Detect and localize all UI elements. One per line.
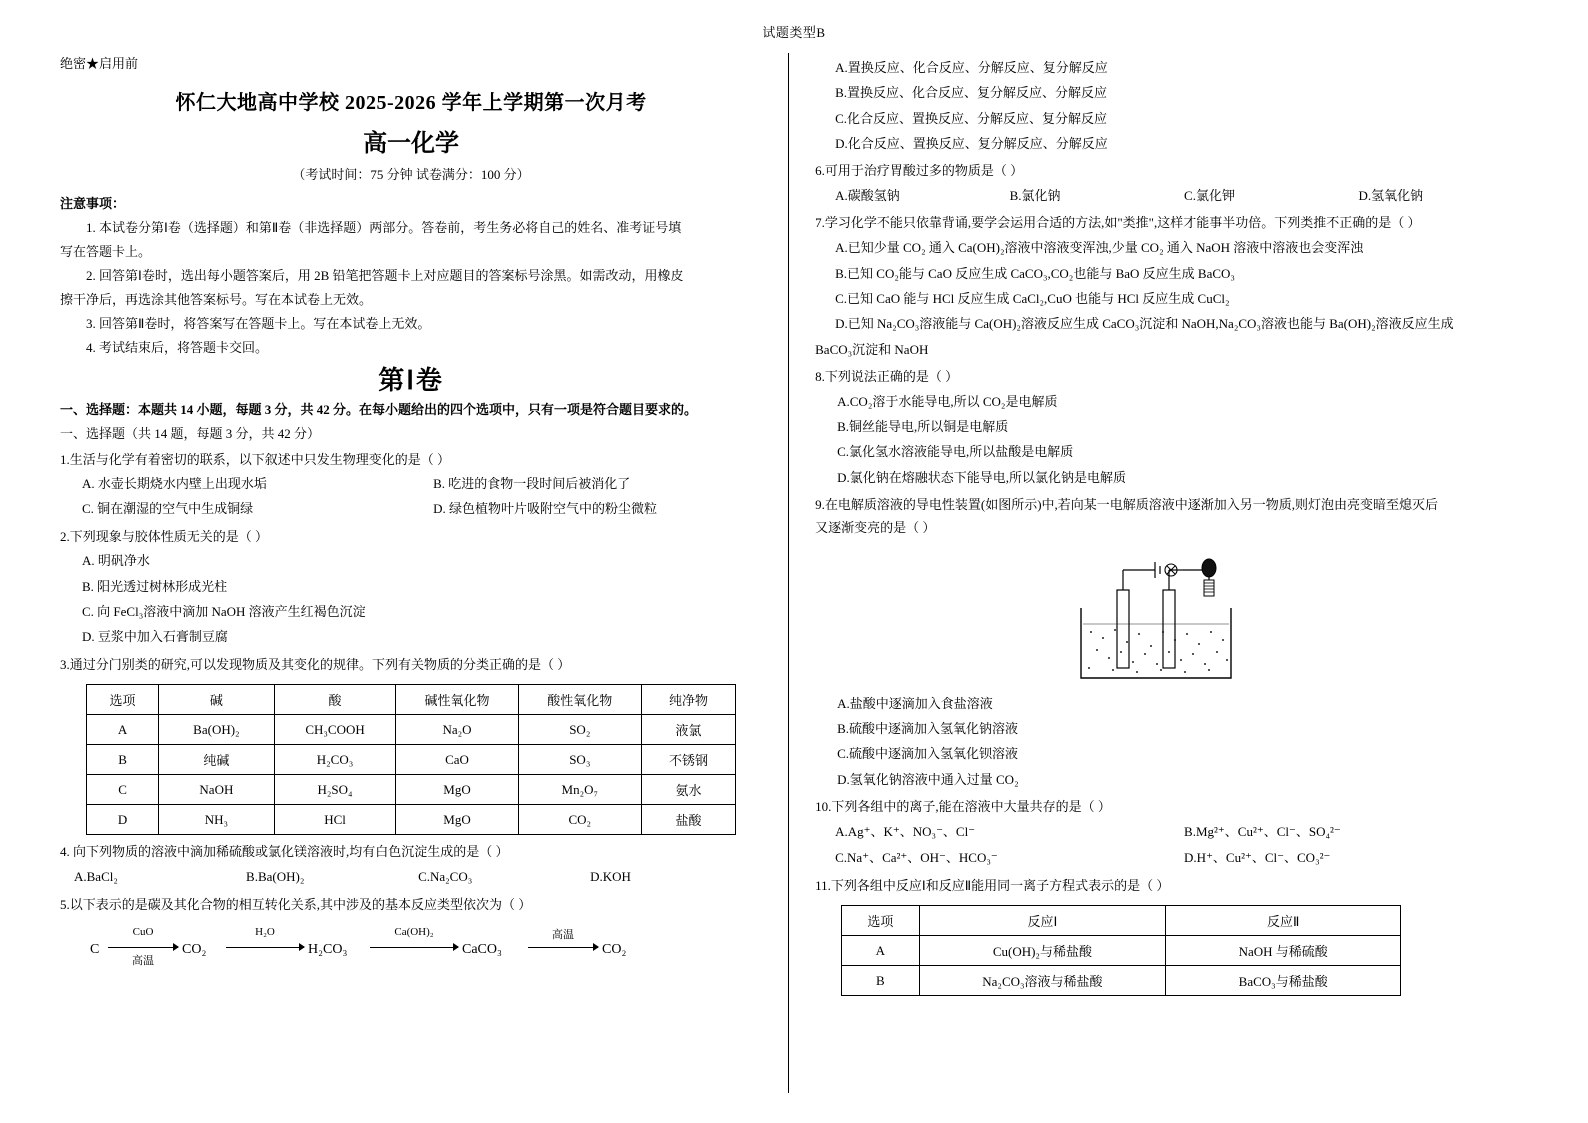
scheme-arrow-label-top: Ca(OH)₂ — [394, 926, 434, 939]
table-cell: NaOH — [159, 775, 275, 805]
table-cell: 液氯 — [641, 715, 735, 745]
table-cell: A — [87, 715, 159, 745]
option-item[interactable]: B.置换反应、化合反应、复分解反应、分解反应 — [835, 85, 1108, 101]
table-header-row — [842, 906, 1401, 936]
option-item[interactable]: B.Ba(OH)₂ — [246, 869, 305, 885]
notice-text: 1. 本试卷分第Ⅰ卷（选择题）和第Ⅱ卷（非选择题）两部分。答卷前，考生务必将自己的姓名、准考证号填 — [86, 220, 682, 235]
option-item[interactable]: C.化合反应、置换反应、分解反应、复分解反应 — [835, 110, 1108, 126]
question-11-table — [841, 905, 1401, 996]
table-cell: NaOH 与稀硫酸 — [1166, 936, 1401, 966]
table-cell: CH₃COOH — [274, 715, 396, 745]
option-item[interactable]: B. 阳光透过树林形成光柱 — [82, 578, 228, 594]
section-juan1-title: 第Ⅰ卷 — [378, 366, 444, 396]
table-cell: H₂CO₃ — [274, 745, 396, 775]
option-item[interactable]: C.硫酸中逐滴加入氢氧化钡溶液 — [837, 746, 1019, 762]
scheme-node: C — [90, 942, 100, 958]
table-header-cell: 碱性氧化物 — [396, 685, 518, 715]
option-item[interactable]: A.CO₂溶于水能导电,所以 CO₂是电解质 — [837, 393, 1058, 409]
table-cell: D — [87, 805, 159, 835]
right-column — [789, 53, 1533, 1093]
option-item[interactable]: B.铜丝能导电,所以铜是电解质 — [837, 419, 1009, 435]
table-cell: Ba(OH)₂ — [159, 715, 275, 745]
table-cell: HCl — [274, 805, 396, 835]
option-item-continuation: BaCO₃沉淀和 NaOH — [815, 341, 929, 357]
table-row — [87, 775, 736, 805]
option-item[interactable]: A.Ag⁺、K⁺、NO₃⁻、Cl⁻ — [835, 823, 976, 839]
option-item[interactable]: C.氯化钾 — [1184, 188, 1235, 204]
table-cell: CO₂ — [518, 805, 641, 835]
scheme-node: CO₂ — [602, 942, 627, 958]
table-cell: C — [87, 775, 159, 805]
question-7-stem: 7.学习化学不能只依靠背诵,要学会运用合适的方法,如"类推",这样才能事半功倍。下列类推不正确的是（ ） — [815, 215, 1421, 231]
table-header-cell: 选项 — [87, 685, 159, 715]
option-item[interactable]: C. 向 FeCl₃溶液中滴加 NaOH 溶液产生红褐色沉淀 — [82, 604, 366, 620]
table-cell: SO₂ — [518, 715, 641, 745]
scheme-node: CaCO₃ — [462, 942, 502, 958]
section-heading — [60, 399, 762, 421]
table-cell: 纯碱 — [159, 745, 275, 775]
table-header-cell: 碱 — [159, 685, 275, 715]
table-cell: Na₂CO₃溶液与稀盐酸 — [919, 966, 1166, 996]
option-item[interactable]: B.硫酸中逐滴加入氢氧化钠溶液 — [837, 720, 1019, 736]
option-item[interactable]: C.Na⁺、Ca²⁺、OH⁻、HCO₃⁻ — [835, 849, 998, 865]
notice-item — [60, 216, 762, 240]
table-cell: 不锈钢 — [641, 745, 735, 775]
scheme-arrow — [108, 926, 178, 968]
notice-item — [60, 312, 762, 336]
notice-text: 3. 回答第Ⅱ卷时，将答案写在答题卡上。写在本试卷上无效。 — [86, 316, 431, 332]
table-cell: Mn₂O₇ — [518, 775, 641, 805]
scheme-node: H₂CO₃ — [308, 942, 348, 958]
notice-text: 2. 回答第Ⅰ卷时，选出每小题答案后，用 2B 铅笔把答题卡上对应题目的答案标号涂黑。如需改动，用橡皮 — [86, 268, 684, 284]
notice-text: 4. 考试结束后，将答题卡交回。 — [86, 340, 269, 356]
section-heading-text: 一、选择题：本题共 14 小题，每题 3 分，共 42 分。在每小题给出的四个选项中，只有一项是符合题目要求的。 — [60, 402, 698, 418]
notice-item: 擦干净后，再选涂其他答案标号。写在本试卷上无效。 — [60, 292, 373, 308]
table-cell: Cu(OH)₂与稀盐酸 — [919, 936, 1166, 966]
question-4-options — [60, 864, 762, 889]
option-item[interactable]: B. 吃进的食物一段时间后被消化了 — [433, 476, 631, 492]
table-cell: MgO — [396, 775, 518, 805]
option-item[interactable]: A.置换反应、化合反应、分解反应、复分解反应 — [835, 60, 1108, 75]
table-header-cell: 选项 — [842, 906, 919, 936]
option-item[interactable]: D.氢氧化钠 — [1358, 188, 1424, 204]
notice-title: 注意事项： — [60, 196, 126, 211]
page-header: 试题类型B — [762, 25, 826, 40]
question-3-stem: 3.通过分门别类的研究,可以发现物质及其变化的规律。下列有关物质的分类正确的是（ ） — [60, 656, 571, 672]
secret-label: 绝密★启用前 — [60, 56, 139, 71]
option-item[interactable]: D.化合反应、置换反应、复分解反应、分解反应 — [835, 136, 1108, 152]
notice-item — [60, 336, 762, 360]
question-9-stem: 9.在电解质溶液的导电性装置(如图所示)中,若向某一电解质溶液中逐渐加入另一物质,则灯泡由亮变暗至熄灭后 — [815, 497, 1439, 513]
option-item[interactable]: C.Na₂CO₃ — [418, 869, 473, 885]
table-cell: MgO — [396, 805, 518, 835]
exam-info: （考试时间：75 分钟 试卷满分：100 分） — [292, 167, 530, 182]
circuit-diagram-svg — [1059, 550, 1289, 685]
option-item[interactable]: C.已知 CaO 能与 HCl 反应生成 CaCl₂,CuO 也能与 HCl 反应生成 CuCl₂ — [835, 290, 1230, 306]
question-10-stem: 10.下列各组中的离子,能在溶液中大量共存的是（ ） — [815, 798, 1111, 814]
question-1-stem: 1.生活与化学有着密切的联系，以下叙述中只发生物理变化的是（ ） — [60, 452, 451, 468]
option-item[interactable]: A. 水壶长期烧水内壁上出现水垢 — [82, 476, 267, 492]
question-9-stem-cont: 又逐渐变亮的是（ ） — [815, 519, 936, 535]
option-item[interactable]: A.BaCl₂ — [74, 869, 118, 885]
table-cell: Na₂O — [396, 715, 518, 745]
section-subheading: 一、选择题（共 14 题，每题 3 分，共 42 分） — [60, 426, 321, 442]
table-cell: 盐酸 — [641, 805, 735, 835]
question-10-options-row1 — [815, 819, 1533, 845]
option-item[interactable]: D.KOH — [590, 869, 631, 885]
table-header-cell: 纯净物 — [641, 685, 735, 715]
option-item[interactable]: B.氯化钠 — [1009, 188, 1061, 204]
table-header-cell: 酸性氧化物 — [518, 685, 641, 715]
scheme-arrow-label-bottom: 高温 — [132, 955, 154, 968]
scheme-node: CO₂ — [182, 942, 207, 958]
scheme-arrow — [528, 930, 598, 960]
two-column-layout — [0, 53, 1588, 1093]
option-item[interactable]: A.碳酸氢钠 — [835, 188, 900, 204]
subject-title: 高一化学 — [363, 131, 460, 157]
scheme-arrow-label-top: CuO — [132, 926, 154, 939]
question-6-stem: 6.可用于治疗胃酸过多的物质是（ ） — [815, 163, 1024, 179]
question-6-options — [815, 183, 1533, 208]
table-cell: A — [842, 936, 919, 966]
question-2-stem: 2.下列现象与胶体性质无关的是（ ） — [60, 528, 269, 544]
table-header-cell: 反应Ⅱ — [1166, 906, 1401, 936]
table-header-cell: 酸 — [274, 685, 396, 715]
option-item[interactable]: C.氯化氢水溶液能导电,所以盐酸是电解质 — [837, 444, 1074, 460]
option-item[interactable]: A. 明矾净水 — [82, 553, 150, 569]
scheme-arrow — [226, 926, 304, 960]
option-item[interactable]: A.已知少量 CO₂ 通入 Ca(OH)₂溶液中溶液变浑浊,少量 CO₂ 通入 NaOH 溶液中溶液也会变浑浊 — [835, 240, 1364, 256]
question-10-options-row2 — [815, 845, 1533, 871]
option-item[interactable]: C. 铜在潮湿的空气中生成铜绿 — [82, 500, 254, 516]
table-cell: 氨水 — [641, 775, 735, 805]
table-cell: B — [842, 966, 919, 996]
table-header-cell: 反应Ⅰ — [919, 906, 1166, 936]
scheme-arrow — [370, 926, 458, 960]
question-11-stem: 11.下列各组中反应Ⅰ和反应Ⅱ能用同一离子方程式表示的是（ ） — [815, 877, 1170, 893]
table-row — [842, 936, 1401, 966]
table-row — [87, 715, 736, 745]
option-item[interactable]: D. 绿色植物叶片吸附空气中的粉尘微粒 — [433, 500, 657, 516]
question-1-options — [60, 472, 762, 521]
conductivity-apparatus-figure — [1059, 550, 1289, 685]
table-cell: BaCO₃与稀盐酸 — [1166, 966, 1401, 996]
question-3-table — [86, 684, 736, 835]
table-cell: B — [87, 745, 159, 775]
question-8-stem: 8.下列说法正确的是（ ） — [815, 368, 959, 384]
scheme-arrow-label-top: 高温 — [552, 929, 574, 942]
table-row — [87, 805, 736, 835]
option-item[interactable]: D.氯化钠在熔融状态下能导电,所以氯化钠是电解质 — [837, 469, 1127, 485]
table-cell: H₂SO₄ — [274, 775, 396, 805]
question-5-stem: 5.以下表示的是碳及其化合物的相互转化关系,其中涉及的基本反应类型依次为（ ） — [60, 896, 532, 912]
option-item[interactable]: A.盐酸中逐滴加入食盐溶液 — [837, 695, 993, 711]
table-header-row — [87, 685, 736, 715]
option-item[interactable]: B.Mg²⁺、Cu²⁺、Cl⁻、SO₄²⁻ — [1184, 823, 1341, 839]
option-item[interactable]: D.H⁺、Cu²⁺、Cl⁻、CO₃²⁻ — [1184, 849, 1331, 865]
option-item[interactable]: D.已知 Na₂CO₃溶液能与 Ca(OH)₂溶液反应生成 CaCO₃沉淀和 NaOH,Na₂CO₃溶液也能与 Ba(OH)₂溶液反应生成 — [835, 316, 1454, 332]
option-item[interactable]: D.氢氧化钠溶液中通入过量 CO₂ — [837, 771, 1019, 787]
table-cell: SO₃ — [518, 745, 641, 775]
table-row — [842, 966, 1401, 996]
question-5-reaction-scheme — [90, 926, 762, 980]
notice-item — [60, 264, 762, 288]
option-item[interactable]: B.已知 CO₂能与 CaO 反应生成 CaCO₃,CO₂也能与 BaO 反应生成 BaCO₃ — [835, 265, 1235, 281]
table-cell: NH₃ — [159, 805, 275, 835]
table-cell: CaO — [396, 745, 518, 775]
table-row — [87, 745, 736, 775]
question-4-stem: 4. 向下列物质的溶液中滴加稀硫酸或氯化镁溶液时,均有白色沉淀生成的是（ ） — [60, 844, 509, 860]
notice-item: 写在答题卡上。 — [60, 244, 152, 260]
left-column — [60, 53, 789, 1093]
page-title: 怀仁大地高中学校 2025-2026 学年上学期第一次月考 — [175, 92, 647, 114]
option-item[interactable]: D. 豆浆中加入石膏制豆腐 — [82, 629, 228, 645]
scheme-arrow-label-top: H₂O — [255, 926, 275, 939]
